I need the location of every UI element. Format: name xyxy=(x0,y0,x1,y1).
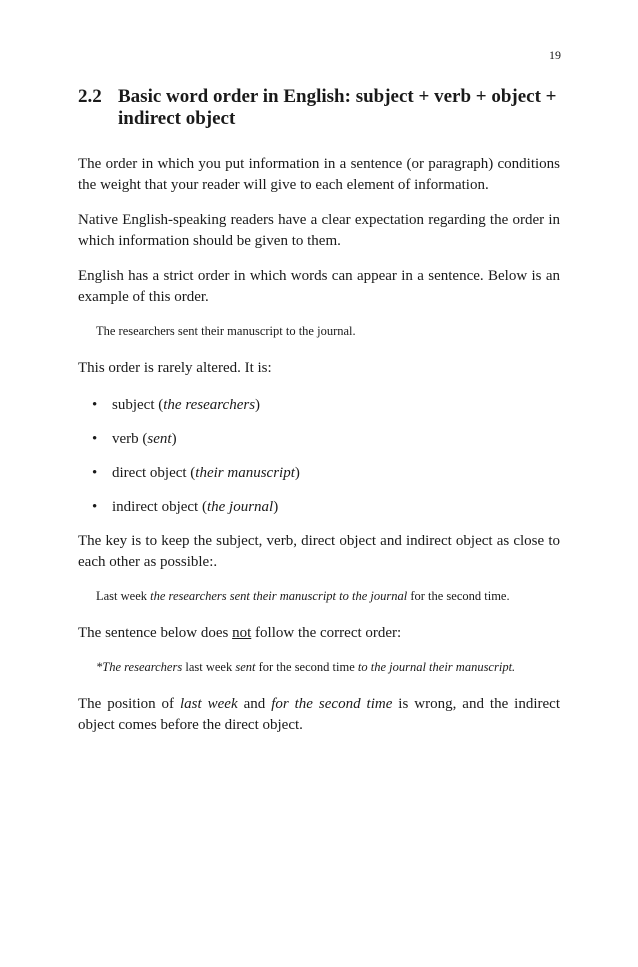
example-sentence-last-week: Last week the researchers sent their manuscript to the journal for the second time. xyxy=(96,589,510,603)
paragraph-keep-close: The key is to keep the subject, verb, direct object and indirect object as close to each other as possible:. xyxy=(78,533,560,570)
page-number: 19 xyxy=(549,48,561,62)
section-heading xyxy=(78,86,560,130)
section-title: Basic word order in English: subject + verb + object + indirect object xyxy=(118,86,557,129)
list-item-text: indirect object (the journal) xyxy=(112,499,279,515)
example-sentence-correct: The researchers sent their manuscript to the journal. xyxy=(96,324,356,338)
word-order-list xyxy=(78,395,560,518)
page-content xyxy=(78,86,560,750)
bullet-icon: • xyxy=(92,397,98,413)
list-item-text: direct object (their manuscript) xyxy=(112,465,300,481)
paragraph-order-weight: The order in which you put information in a sentence (or paragraph) conditions the weight that your reader will give to each element of information. xyxy=(78,156,560,193)
paragraph-position-explanation: The position of last week and for the second time is wrong, and the indirect object comes before the direct object. xyxy=(78,696,560,733)
bullet-icon: • xyxy=(92,431,98,447)
bullet-icon: • xyxy=(92,465,98,481)
bullet-icon: • xyxy=(92,499,98,515)
paragraph-reader-expectation: Native English-speaking readers have a clear expectation regarding the order in which information should be given to them. xyxy=(78,212,560,249)
example-sentence-incorrect: *The researchers last week sent for the second time to the journal their manuscript. xyxy=(96,660,516,674)
section-number: 2.2 xyxy=(78,86,102,107)
list-item-direct-object xyxy=(92,463,560,484)
list-item-indirect-object xyxy=(92,497,560,518)
list-item-subject xyxy=(92,395,560,416)
paragraph-incorrect-intro: The sentence below does not follow the correct order: xyxy=(78,625,402,641)
list-item-text: verb (sent) xyxy=(112,431,177,447)
paragraph-strict-order: English has a strict order in which words can appear in a sentence. Below is an example of this order. xyxy=(78,268,560,305)
list-item-verb xyxy=(92,429,560,450)
list-item-text: subject (the researchers) xyxy=(112,397,261,413)
paragraph-order-list-intro: This order is rarely altered. It is: xyxy=(78,360,272,376)
